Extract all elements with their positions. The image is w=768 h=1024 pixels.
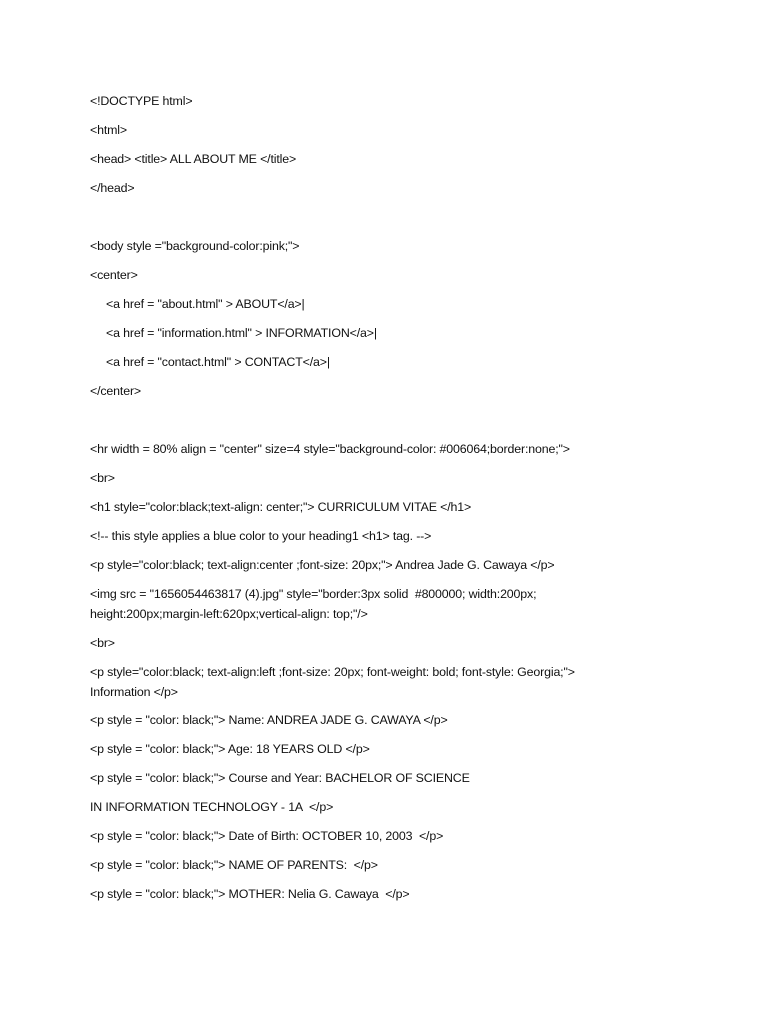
code-line: height:200px;margin-left:620px;vertical-align: top;"/> <box>90 607 368 621</box>
code-line: <p style = "color: black;"> MOTHER: Nelia G. Cawaya </p> <box>90 887 410 901</box>
code-line: <a href = "about.html" > ABOUT</a>| <box>106 297 305 311</box>
code-line: <img src = "1656054463817 (4).jpg" style="border:3px solid #800000; width:200px; <box>90 587 537 601</box>
code-line: <p style = "color: black;"> Age: 18 YEARS OLD </p> <box>90 742 370 756</box>
code-line: <p style = "color: black;"> NAME OF PARENTS: </p> <box>90 858 378 872</box>
code-line: <br> <box>90 471 115 485</box>
code-line: <p style="color:black; text-align:left ;font-size: 20px; font-weight: bold; font-style: Georgia;"> <box>90 665 575 679</box>
code-line: <a href = "information.html" > INFORMATION</a>| <box>106 326 377 340</box>
code-line: <p style = "color: black;"> Name: ANDREA JADE G. CAWAYA </p> <box>90 713 448 727</box>
code-line: Information </p> <box>90 685 178 699</box>
code-line: <a href = "contact.html" > CONTACT</a>| <box>106 355 330 369</box>
code-line: <body style ="background-color:pink;"> <box>90 239 300 253</box>
code-line: <p style = "color: black;"> Date of Birth: OCTOBER 10, 2003 </p> <box>90 829 444 843</box>
code-line: <br> <box>90 636 115 650</box>
code-line: IN INFORMATION TECHNOLOGY - 1A </p> <box>90 800 334 814</box>
code-line: <center> <box>90 268 138 282</box>
code-line: <h1 style="color:black;text-align: center;"> CURRICULUM VITAE </h1> <box>90 500 472 514</box>
code-line: </center> <box>90 384 142 398</box>
code-line: <html> <box>90 123 127 137</box>
code-line: <p style = "color: black;"> Course and Year: BACHELOR OF SCIENCE <box>90 771 470 785</box>
code-line: <!-- this style applies a blue color to your heading1 <h1> tag. --> <box>90 529 432 543</box>
code-line: <hr width = 80% align = "center" size=4 style="background-color: #006064;border:none;"> <box>90 442 570 456</box>
code-line: <!DOCTYPE html> <box>90 94 193 108</box>
code-line: <p style="color:black; text-align:center ;font-size: 20px;"> Andrea Jade G. Cawaya </p> <box>90 558 555 572</box>
code-line: <head> <title> ALL ABOUT ME </title> <box>90 152 297 166</box>
code-line: </head> <box>90 181 135 195</box>
